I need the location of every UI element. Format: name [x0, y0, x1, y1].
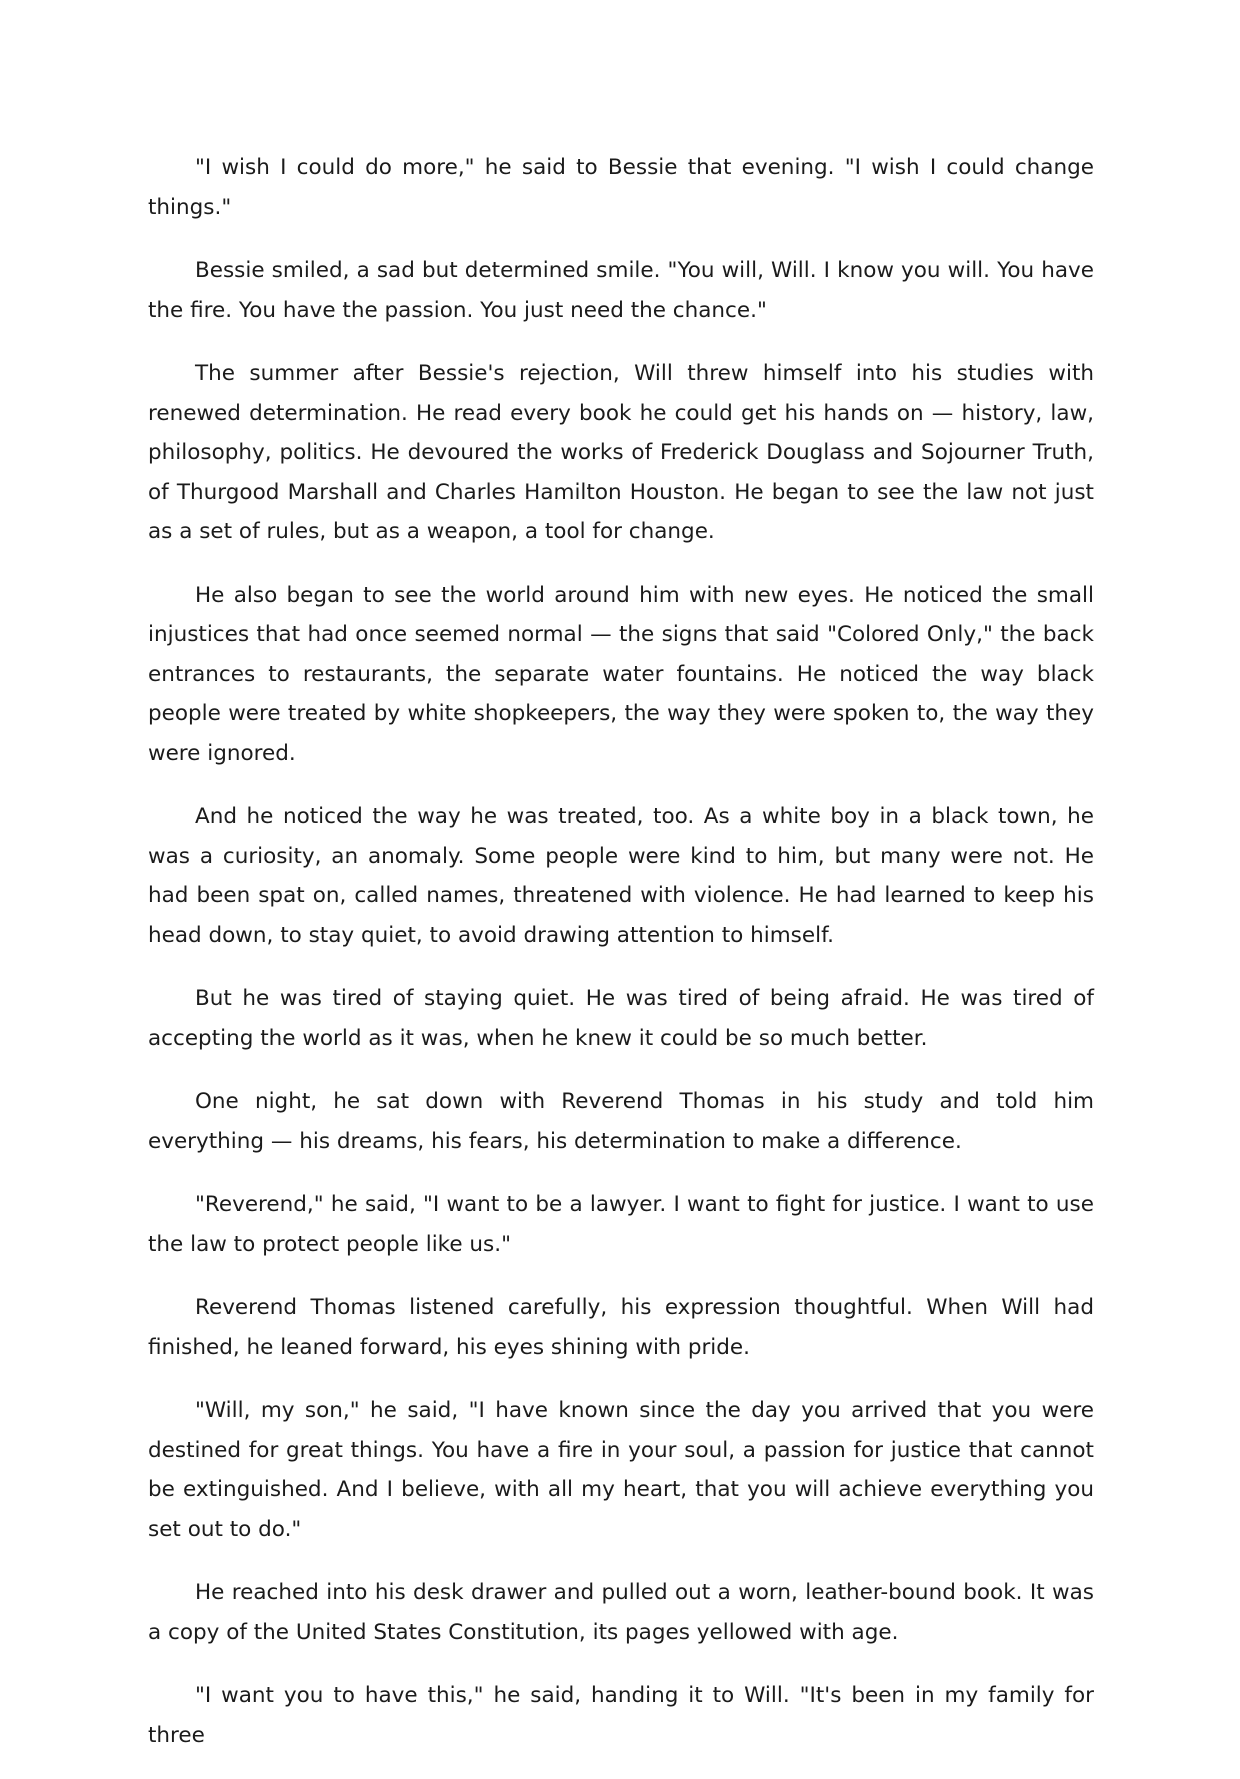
paragraph-2: Bessie smiled, a sad but determined smile. "You will, Will. I know you will. You have the fire. You have the passion. You just need the chance." [148, 258, 1094, 323]
body-text [148, 148, 1094, 1779]
paragraph-10: "Will, my son," he said, "I have known since the day you arrived that you were destined for great things. You have a fire in your soul, a passion for justice that cannot be extinguished. And I believe, with all my heart, that you will achieve everything you set out to do." [148, 1398, 1094, 1542]
paragraph-1: "I wish I could do more," he said to Bessie that evening. "I wish I could change things." [148, 155, 1094, 220]
paragraph-8: "Reverend," he said, "I want to be a lawyer. I want to fight for justice. I want to use the law to protect people like us." [148, 1192, 1094, 1257]
paragraph-3: The summer after Bessie's rejection, Will threw himself into his studies with renewed determination. He read every book he could get his hands on — history, law, philosophy, politics. He devoured the works of Frederick Douglass and Sojourner Truth, of Thurgood Marshall and Charles Hamilton Houston. He began to see the law not just as a set of rules, but as a weapon, a tool for change. [148, 361, 1094, 544]
paragraph-11: He reached into his desk drawer and pulled out a worn, leather-bound book. It was a copy of the United States Constitution, its pages yellowed with age. [148, 1580, 1094, 1645]
paragraph-6: But he was tired of staying quiet. He was tired of being afraid. He was tired of accepting the world as it was, when he knew it could be so much better. [148, 986, 1094, 1051]
paragraph-7: One night, he sat down with Reverend Thomas in his study and told him everything — his dreams, his fears, his determination to make a difference. [148, 1089, 1094, 1154]
paragraph-9: Reverend Thomas listened carefully, his expression thoughtful. When Will had finished, he leaned forward, his eyes shining with pride. [148, 1295, 1094, 1360]
paragraph-4: He also began to see the world around him with new eyes. He noticed the small injustices that had once seemed normal — the signs that said "Colored Only," the back entrances to restaurants, the separate water fountains. He noticed the way black people were treated by white shopkeepers, the way they were spoken to, the way they were ignored. [148, 582, 1094, 766]
paragraph-12: "I want you to have this," he said, handing it to Will. "It's been in my family for three [148, 1683, 1094, 1748]
paragraph-5: And he noticed the way he was treated, too. As a white boy in a black town, he was a curiosity, an anomaly. Some people were kind to him, but many were not. He had been spat on, called names, threatened with violence. He had learned to keep his head down, to stay quiet, to avoid drawing attention to himself. [148, 804, 1094, 948]
